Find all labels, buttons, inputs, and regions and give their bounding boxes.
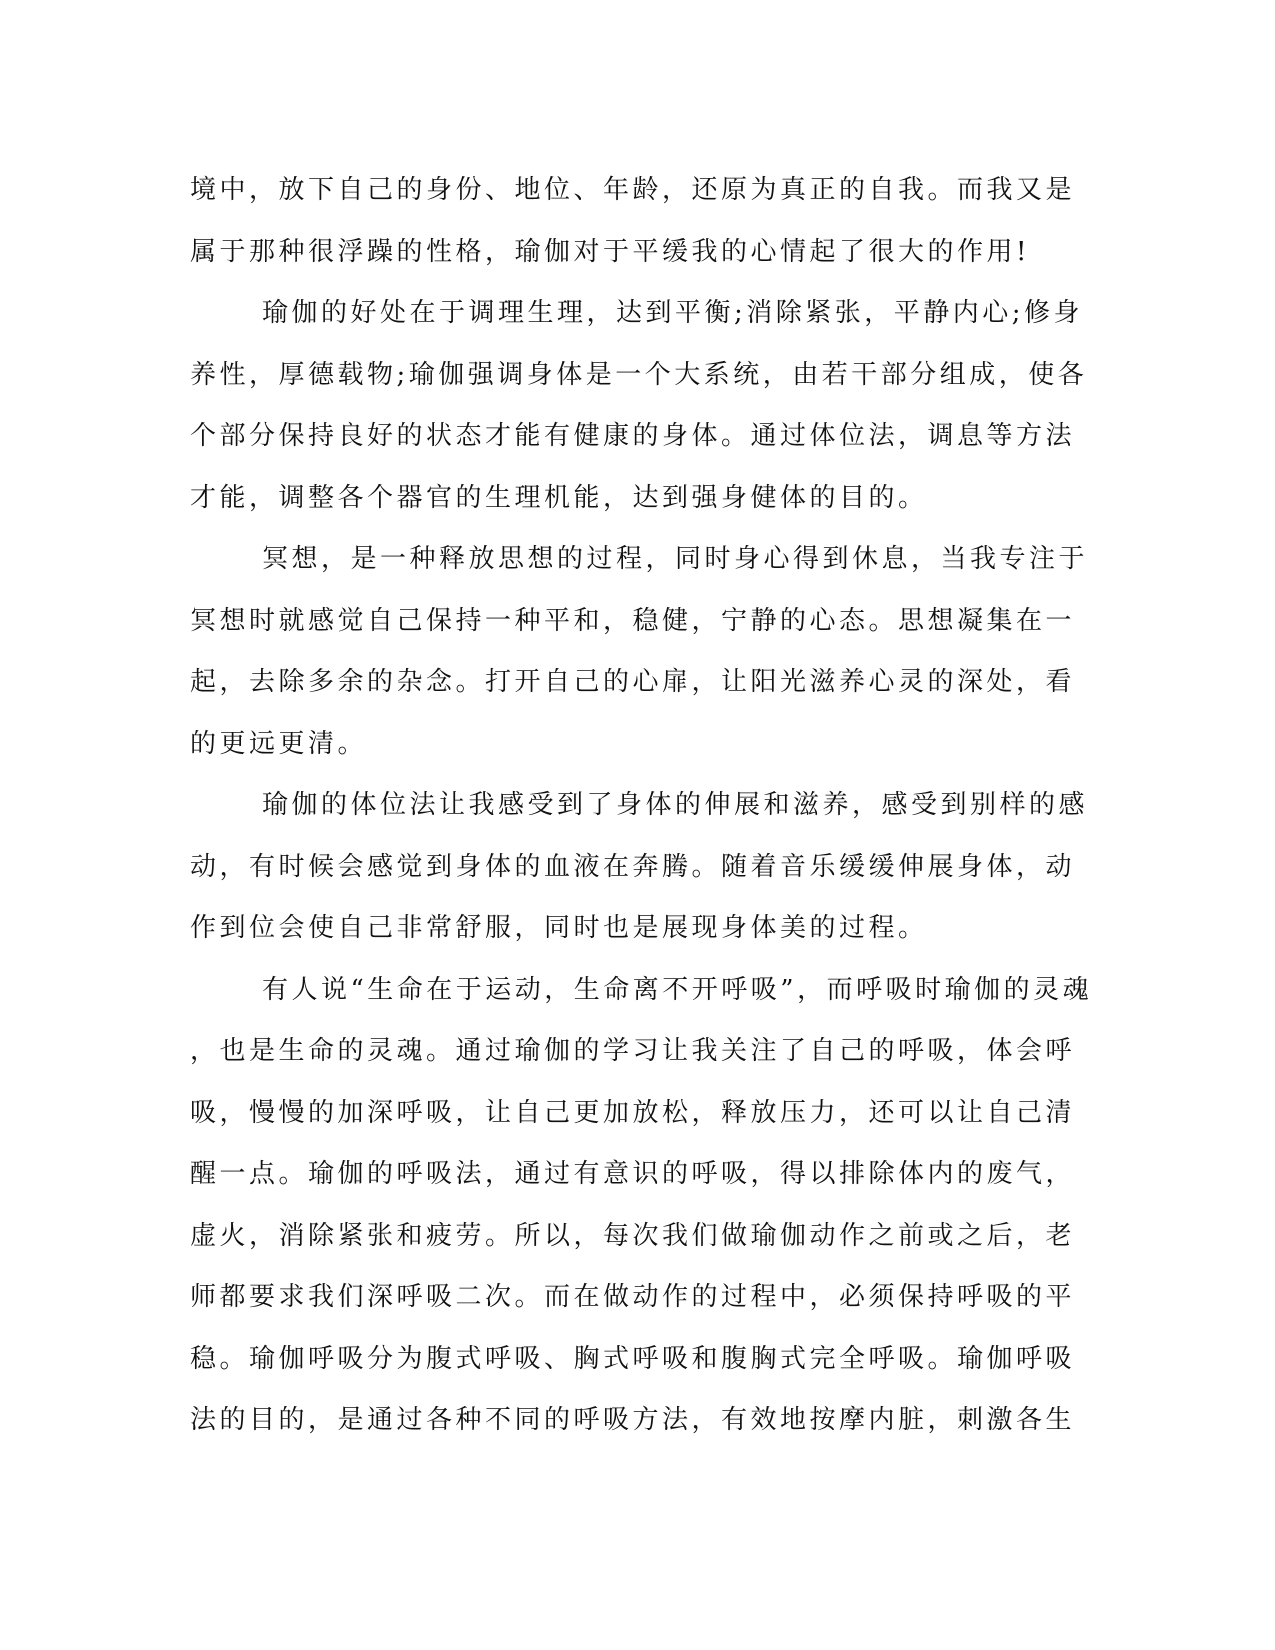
text-line: 醒一点。瑜伽的呼吸法，通过有意识的呼吸，得以排除体内的废气，	[190, 1159, 1076, 1189]
text-line: 冥想时就感觉自己保持一种平和，稳健，宁静的心态。思想凝集在一	[190, 605, 1076, 636]
text-line: 属于那种很浮躁的性格，瑜伽对于平缓我的心情起了很大的作用!	[190, 236, 1030, 267]
text-line: 作到位会使自己非常舒服，同时也是展现身体美的过程。	[190, 913, 928, 943]
document-body	[190, 160, 1093, 1452]
text-line: 冥想，是一种释放思想的过程，同时身心得到休息，当我专注于	[262, 544, 1089, 574]
text-line: 的更远更清。	[190, 728, 368, 759]
text-line: 法的目的，是通过各种不同的呼吸方法，有效地按摩内脏，刺激各生	[190, 1405, 1076, 1435]
text-line: 吸，慢慢的加深呼吸，让自己更加放松，释放压力，还可以让自己清	[190, 1097, 1076, 1128]
text-line: 动，有时候会感觉到身体的血液在奔腾。随着音乐缓缓伸展身体，动	[190, 851, 1076, 882]
text-line: 起，去除多余的杂念。打开自己的心扉，让阳光滋养心灵的深处，看	[190, 667, 1076, 697]
text-line: 养性，厚德载物;瑜伽强调身体是一个大系统，由若干部分组成，使各	[190, 359, 1088, 390]
text-line: 瑜伽的体位法让我感受到了身体的伸展和滋养，感受到别样的感	[262, 790, 1089, 820]
text-line: 才能，调整各个器官的生理机能，达到强身健体的目的。	[190, 482, 928, 513]
text-line: 有人说“生命在于运动，生命离不开呼吸”，而呼吸时瑜伽的灵魂	[262, 974, 1093, 1005]
text-line: 师都要求我们深呼吸二次。而在做动作的过程中，必须保持呼吸的平	[190, 1282, 1076, 1312]
text-line: 虚火，消除紧张和疲劳。所以，每次我们做瑜伽动作之前或之后，老	[190, 1220, 1076, 1251]
text-line: 境中，放下自己的身份、地位、年龄，还原为真正的自我。而我又是	[190, 175, 1076, 205]
text-line: 个部分保持良好的状态才能有健康的身体。通过体位法，调息等方法	[190, 421, 1076, 451]
text-line: 稳。瑜伽呼吸分为腹式呼吸、胸式呼吸和腹胸式完全呼吸。瑜伽呼吸	[190, 1343, 1076, 1374]
text-line: 瑜伽的好处在于调理生理，达到平衡;消除紧张，平静内心;修身	[262, 298, 1084, 328]
text-line: ，也是生命的灵魂。通过瑜伽的学习让我关注了自己的呼吸，体会呼	[190, 1036, 1076, 1066]
